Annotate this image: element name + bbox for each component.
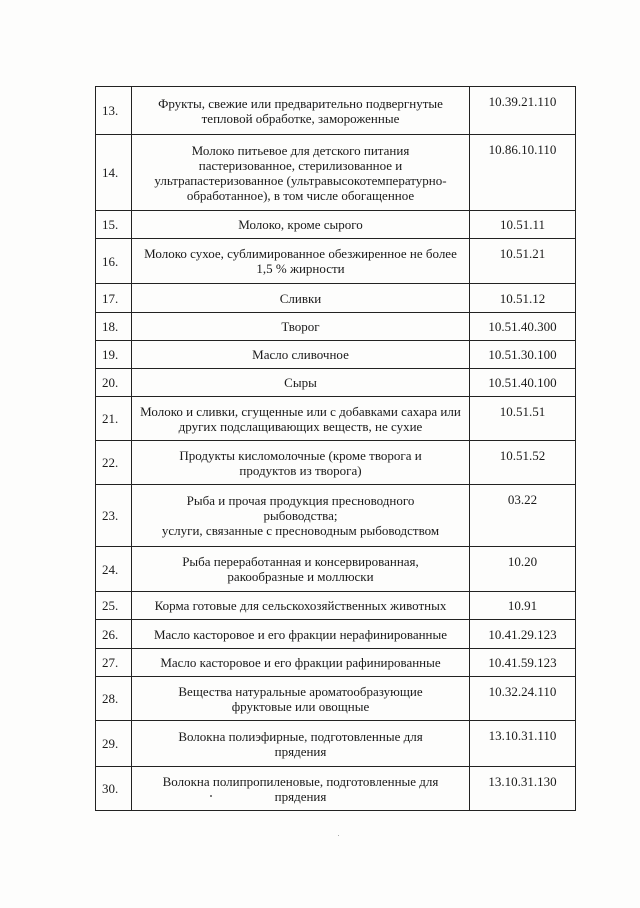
table-row bbox=[96, 211, 576, 239]
table-row bbox=[96, 313, 576, 341]
row-number: 18. bbox=[96, 313, 132, 341]
product-name: Продукты кисломолочные (кроме творога и продуктов из творога) bbox=[132, 441, 470, 485]
product-code: 10.41.59.123 bbox=[470, 649, 576, 677]
product-name: Волокна полиэфирные, подготовленные для прядения bbox=[132, 721, 470, 767]
row-number: 24. bbox=[96, 547, 132, 592]
product-name: Корма готовые для сельскохозяйственных животных bbox=[132, 592, 470, 620]
product-code: 10.51.40.300 bbox=[470, 313, 576, 341]
table-row bbox=[96, 485, 576, 547]
product-name-line2: услуги, связанные с пресноводным рыбоводством bbox=[161, 523, 440, 538]
table-row bbox=[96, 239, 576, 284]
product-code: 10.39.21.110 bbox=[470, 87, 576, 135]
product-code: 10.51.40.100 bbox=[470, 369, 576, 397]
row-number: 21. bbox=[96, 397, 132, 441]
row-number: 27. bbox=[96, 649, 132, 677]
product-code: 10.51.30.100 bbox=[470, 341, 576, 369]
product-name: Молоко, кроме сырого bbox=[132, 211, 470, 239]
table-row bbox=[96, 397, 576, 441]
table-row bbox=[96, 369, 576, 397]
row-number: 25. bbox=[96, 592, 132, 620]
table-row bbox=[96, 677, 576, 721]
table-row bbox=[96, 341, 576, 369]
product-name bbox=[132, 485, 470, 547]
row-number: 14. bbox=[96, 135, 132, 211]
table-row bbox=[96, 592, 576, 620]
product-code: 10.51.12 bbox=[470, 284, 576, 313]
product-name: Молоко сухое, сублимированное обезжиренное не более 1,5 % жирности bbox=[132, 239, 470, 284]
table-row bbox=[96, 87, 576, 135]
row-number: 28. bbox=[96, 677, 132, 721]
product-code: 10.51.51 bbox=[470, 397, 576, 441]
product-code: 10.86.10.110 bbox=[470, 135, 576, 211]
row-number: 15. bbox=[96, 211, 132, 239]
product-name: Масло касторовое и его фракции нерафинированные bbox=[132, 620, 470, 649]
product-name: Молоко и сливки, сгущенные или с добавками сахара или других подслащивающих веществ, не сухие bbox=[132, 397, 470, 441]
row-number: 17. bbox=[96, 284, 132, 313]
scan-speck bbox=[338, 835, 339, 836]
product-name: Творог bbox=[132, 313, 470, 341]
codes-table bbox=[95, 86, 576, 811]
product-code: 10.41.29.123 bbox=[470, 620, 576, 649]
product-code: 10.51.52 bbox=[470, 441, 576, 485]
product-code: 03.22 bbox=[470, 485, 576, 547]
product-name: Волокна полипропиленовые, подготовленные для прядения bbox=[132, 767, 470, 811]
table-row bbox=[96, 721, 576, 767]
product-code: 10.32.24.110 bbox=[470, 677, 576, 721]
row-number: 23. bbox=[96, 485, 132, 547]
product-name: Вещества натуральные ароматообразующие фруктовые или овощные bbox=[132, 677, 470, 721]
product-name: Сливки bbox=[132, 284, 470, 313]
table-row bbox=[96, 767, 576, 811]
product-name: Молоко питьевое для детского питания пастеризованное, стерилизованное и ультрапастеризованное (ультравысокотемпературно-обработанное), в том числе обогащенное bbox=[132, 135, 470, 211]
product-code: 10.51.21 bbox=[470, 239, 576, 284]
row-number: 26. bbox=[96, 620, 132, 649]
product-name: Фрукты, свежие или предварительно подвергнутые тепловой обработке, замороженные bbox=[132, 87, 470, 135]
product-code: 13.10.31.110 bbox=[470, 721, 576, 767]
product-code: 10.91 bbox=[470, 592, 576, 620]
table-row bbox=[96, 547, 576, 592]
product-code: 10.20 bbox=[470, 547, 576, 592]
table-row bbox=[96, 135, 576, 211]
row-number: 29. bbox=[96, 721, 132, 767]
row-number: 16. bbox=[96, 239, 132, 284]
product-name: Масло сливочное bbox=[132, 341, 470, 369]
product-name-line1: Рыба и прочая продукция пресноводного рыбоводства; bbox=[186, 493, 415, 523]
table-row bbox=[96, 441, 576, 485]
row-number: 19. bbox=[96, 341, 132, 369]
row-number: 20. bbox=[96, 369, 132, 397]
table-row bbox=[96, 620, 576, 649]
product-name: Масло касторовое и его фракции рафинированные bbox=[132, 649, 470, 677]
table-row bbox=[96, 649, 576, 677]
row-number: 13. bbox=[96, 87, 132, 135]
product-code: 13.10.31.130 bbox=[470, 767, 576, 811]
scan-speck bbox=[210, 795, 212, 797]
row-number: 22. bbox=[96, 441, 132, 485]
row-number: 30. bbox=[96, 767, 132, 811]
product-name: Сыры bbox=[132, 369, 470, 397]
product-name: Рыба переработанная и консервированная, ракообразные и моллюски bbox=[132, 547, 470, 592]
product-code: 10.51.11 bbox=[470, 211, 576, 239]
table-row bbox=[96, 284, 576, 313]
